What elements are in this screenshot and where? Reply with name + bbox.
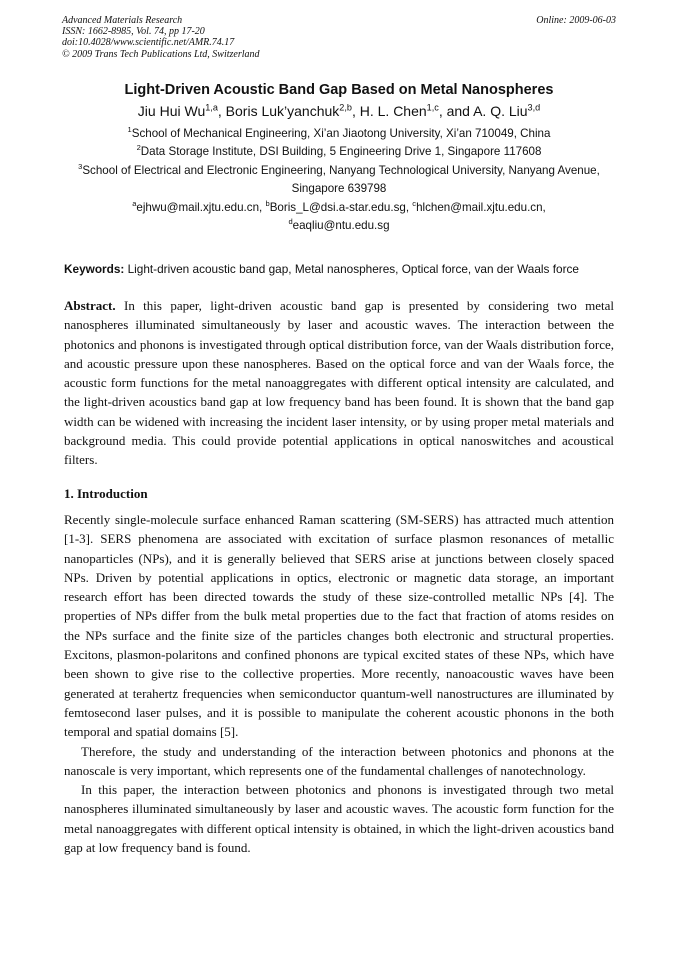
email-mark: b [265, 198, 270, 208]
author-name: Jiu Hui Wu [137, 103, 206, 119]
author-affiliation-mark: 2,b [339, 102, 352, 113]
affiliation [60, 162, 618, 199]
author-affiliation-mark: 3,d [527, 102, 541, 113]
section-heading: 1. Introduction [64, 486, 148, 501]
doi-line: doi:10.4028/www.scientific.net/AMR.74.17 [62, 37, 235, 49]
keywords-text: Light-driven acoustic band gap, Metal nanospheres, Optical force, van der Waals force [127, 262, 579, 276]
email-mark: c [412, 198, 417, 208]
email-list-cont [60, 217, 618, 235]
author-and: and [446, 103, 474, 119]
introduction-body [64, 510, 614, 857]
copyright-line: © 2009 Trans Tech Publications Ltd, Switzerland [62, 48, 260, 60]
author-separator: , [217, 103, 226, 119]
journal-name: Advanced Materials Research [62, 15, 183, 26]
author-name: A. Q. Liu [473, 103, 528, 119]
keywords-label: Keywords: [64, 262, 125, 276]
affiliation [60, 143, 618, 161]
affiliations [60, 125, 618, 235]
journal-header [62, 15, 616, 60]
affiliation-mark: 1 [127, 125, 132, 135]
paper-title: Light-Driven Acoustic Band Gap Based on Metal Nanospheres [124, 82, 554, 98]
paragraph: Therefore, the study and understanding of the interaction between photonics and phonons at the nanoscale is very important, which represents one of the fundamental challenges of nanotechnology. [64, 743, 614, 778]
email-address[interactable]: Boris_L@dsi.a-star.edu.sg [269, 200, 406, 214]
email-mark: d [288, 217, 293, 227]
paragraph: Recently single-molecule surface enhanced Raman scattering (SM-SERS) has attracted much attention [1-3]. SERS phenomena are associated with excitation of surface plasmon resonances of metallic nanoparticles (NPs), and it is generally believed that SERS arise at junctions between closely spaced NPs. Driven by potential applications in optics, electronic or magnetic data storage, an important research effort has been directed towards the study of these size-controlled metallic NPs [4]. The properties of NPs differ from the bulk metal properties due to the fact that fraction of atoms resides on the NPs surface and the finite size of the particles changes both electronic and structural properties. Excitons, plasmon-polaritons and confined phonons are typical excited states of these NPs, which have been shown to give rise to the collective properties. More recently, nanoacoustic waves have been generated at terahertz frequencies when semiconductor quantum-well nanostructures are illuminated by femtosecond laser pulses, and it is possible to manipulate the coherent acoustic phonons in the both temporal and spatial domains [5]. [64, 512, 614, 740]
affiliation-text: School of Electrical and Electronic Engineering, Nanyang Technological University, Nanyang Avenue, Singapore 639798 [82, 163, 600, 196]
email-list: $^a$ejhwu@mail.xjtu.edu.cn, $^b$Boris_L@dsi.a-star.edu.sg, $^c$hlchen@mail.xjtu.edu.cn, [132, 198, 546, 214]
author-affiliation-mark: 1,a [205, 102, 218, 113]
author-separator: , [351, 103, 360, 119]
affiliation [60, 125, 618, 143]
issn-line: ISSN: 1662-8985, Vol. 74, pp 17-20 [62, 26, 205, 38]
abstract-text: In this paper, light-driven acoustic band gap is presented by considering two metal nanospheres illuminated simultaneously by laser and acoustic waves. The interaction between the photonics and phonons is investigated through optical distribution force, van der Waals distribution force, and acoustic pressure upon these nanospheres. Based on the optical force and van der Waals force, the acoustic form functions for the metal nanoaggregates with different optical intensity are calculated, and the light-driven acoustics band gap at low frequency band has been found. It is shown that the band gap width can be widened with increasing the incident laser intensity, or by using proper metal materials and background media. This could provide potential applications in optical nanoswitches and acoustical filters. [64, 298, 614, 468]
affiliation-text: Data Storage Institute, DSI Building, 5 Engineering Drive 1, Singapore 117608 [140, 145, 542, 159]
email-mark: a [132, 198, 137, 208]
author-separator: , [438, 103, 447, 119]
keywords [64, 262, 618, 276]
abstract [64, 296, 614, 470]
affiliation-mark: 3 [78, 161, 83, 171]
online-date: Online: 2009-06-03 [536, 15, 616, 26]
email-address[interactable]: eaqliu@ntu.edu.sg [292, 219, 390, 233]
email-address[interactable]: ejhwu@mail.xjtu.edu.cn [136, 200, 260, 214]
paragraph: In this paper, the interaction between photonics and phonons is investigated through two metal nanospheres illuminated simultaneously by laser and acoustic waves. The acoustic form function for the metal nanoaggregates with different optical intensity is obtained, in which the light-driven acoustics band gap at low frequency band is found. [64, 782, 614, 856]
affiliation-text: School of Mechanical Engineering, Xi’an Jiaotong University, Xi’an 710049, China [131, 127, 551, 140]
author-list [0, 103, 678, 119]
affiliation-mark: 2 [136, 143, 141, 153]
email-address[interactable]: hlchen@mail.xjtu.edu.cn [416, 200, 543, 214]
author-name: H. L. Chen [359, 103, 427, 119]
abstract-label: Abstract. [64, 298, 116, 313]
author-name: Boris Luk’yanchuk [225, 103, 340, 119]
author-affiliation-mark: 1,c [426, 102, 439, 113]
